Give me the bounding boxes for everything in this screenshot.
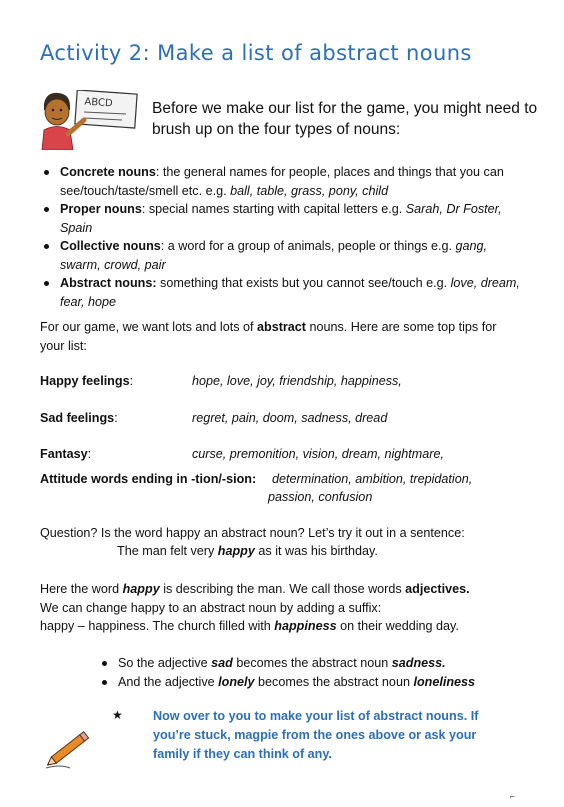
noun-term: Proper nouns: [60, 202, 142, 216]
list-item: [40, 274, 520, 311]
noun-term: Concrete nouns: [60, 165, 156, 179]
attitude-words-line2: passion, confusion: [268, 490, 373, 504]
noun-desc: something that exists but you cannot see/touch e.g.: [156, 276, 451, 290]
noun-examples: ball, table, grass, pony, child: [230, 183, 389, 198]
task-instructions: Now over to you to make your list of abstract nouns. If you’re stuck, magpie from the ones above or ask your family if they can think of any.: [153, 709, 479, 761]
attitude-words-line1: determination, ambition, trepidation,: [272, 472, 473, 486]
explain-line-2: We can change happy to an abstract noun by adding a suffix:: [40, 600, 382, 615]
tips-after: nouns. Here are some top tips for your list:: [40, 320, 497, 353]
adj-noun: loneliness: [413, 674, 476, 689]
adj-text: So the adjective: [118, 656, 212, 670]
category-colon: :: [129, 374, 134, 388]
list-item: [98, 673, 518, 692]
board-text: ABCD: [84, 96, 113, 110]
explain-line-1: [40, 580, 530, 599]
explain-text: on their wedding day.: [336, 619, 459, 633]
noun-desc: : the general names for people, places and things that you can see/touch/taste/smell etc. e.g.: [60, 165, 504, 198]
noun-examples: love, dream, fear, hope: [60, 276, 520, 309]
explain-text: is describing the man. We call those words: [159, 582, 406, 596]
category-name: Sad feelings: [40, 411, 115, 425]
adjective-examples-list: [98, 654, 518, 691]
sentence-after: as it was his birthday.: [254, 544, 378, 558]
teacher-with-board-icon: [40, 90, 140, 150]
noun-term: Abstract nouns:: [60, 276, 157, 290]
adj-text: And the adjective: [118, 674, 219, 689]
intro-text: Before we make our list for the game, you might need to brush up on the four types of nouns:: [152, 100, 538, 138]
list-item: [40, 163, 520, 200]
category-words: curse, premonition, vision, dream, nightmare,: [192, 447, 444, 461]
category-name: Fantasy: [40, 447, 88, 461]
adj-text: becomes the abstract noun: [232, 656, 392, 670]
explain-text: Here the word: [40, 582, 123, 596]
example-sentence: [117, 542, 378, 561]
category-words: regret, pain, doom, sadness, dread: [192, 411, 388, 425]
list-item: [40, 200, 520, 237]
list-item: [40, 237, 520, 274]
adj-word: lonely: [218, 674, 255, 689]
adj-text: becomes the abstract noun: [254, 674, 414, 689]
list-item: [98, 654, 518, 673]
page-title: Activity 2: Make a list of abstract nouns: [40, 41, 472, 65]
noun-desc: : a word for a group of animals, people or things e.g.: [160, 239, 456, 253]
noun-desc: : special names starting with capital letters e.g.: [141, 202, 406, 216]
tips-paragraph: [40, 318, 520, 355]
explain-line-3: [40, 617, 530, 636]
category-colon: :: [87, 447, 92, 461]
explain-bold: adjectives.: [405, 582, 470, 596]
explain-text: happy – happiness. The church filled with: [40, 619, 275, 633]
noun-types-list: [40, 163, 520, 311]
explanation-paragraph: [40, 580, 530, 636]
category-colon: :: [114, 411, 118, 425]
category-label: [40, 409, 118, 428]
category-label: [40, 445, 91, 464]
explain-emphasis: happiness: [274, 619, 337, 633]
question-text: Question? Is the word happy an abstract noun? Let’s try it out in a sentence:: [40, 526, 465, 540]
sentence-before: The man felt very: [117, 544, 218, 558]
noun-examples: Sarah, Dr Foster, Spain: [60, 202, 502, 235]
tips-before: For our game, we want lots and lots of: [40, 320, 257, 334]
category-name: Happy feelings: [40, 374, 130, 388]
category-label: [40, 372, 133, 391]
noun-examples: gang, swarm, crowd, pair: [60, 239, 488, 272]
sentence-bold: happy: [217, 544, 255, 558]
noun-term: Collective nouns: [60, 239, 161, 253]
category-words: hope, love, joy, friendship, happiness,: [192, 374, 402, 388]
attitude-label: Attitude words ending in -tion/-sion:: [40, 472, 257, 486]
tips-bold: abstract: [257, 320, 306, 334]
star-icon: ★: [112, 708, 123, 722]
pencil-icon: [40, 724, 96, 774]
adj-word: sad: [211, 656, 233, 670]
page-mark: ⌐: [510, 792, 515, 801]
adj-noun: sadness.: [391, 656, 446, 670]
explain-emphasis: happy: [122, 582, 160, 596]
